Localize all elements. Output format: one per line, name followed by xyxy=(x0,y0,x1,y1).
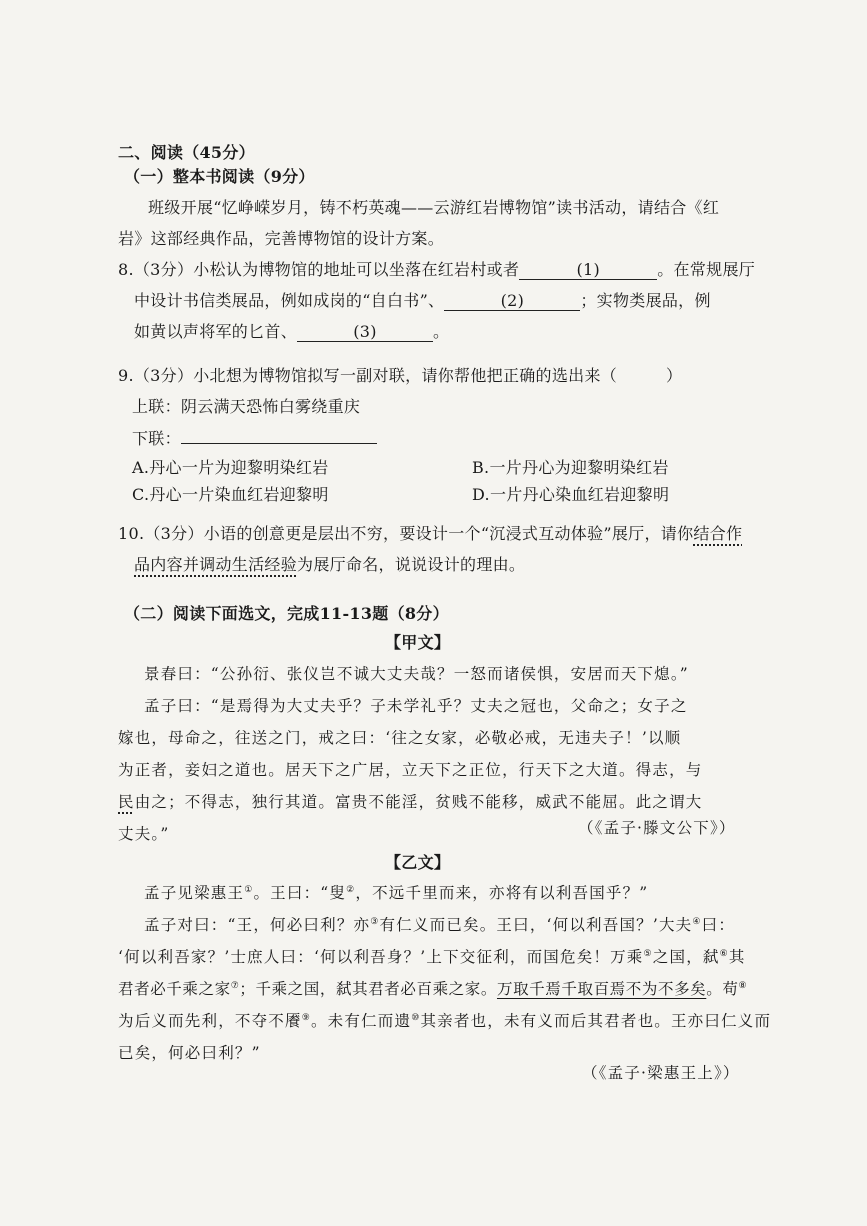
part2-title: （二）阅读下面选文，完成11-13题（8分） xyxy=(124,604,449,623)
q8-blank-1[interactable]: (1) xyxy=(519,261,657,280)
q10-line2-text: 为展厅命名，说说设计的理由。 xyxy=(297,555,526,574)
yi-line1-c: ，不远千里而来，亦将有以利吾国乎？” xyxy=(355,884,649,902)
yi-source: （《孟子·梁惠王上》） xyxy=(582,1064,740,1082)
q9-lower-couplet xyxy=(132,428,377,450)
footnote-mark: ⑤ xyxy=(643,948,653,959)
footnote-mark: ⑧ xyxy=(738,980,748,991)
part1-intro-line1: 班级开展“忆峥嵘岁月，铸不朽英魂——云游红岩博物馆”读书活动，请结合《红 xyxy=(148,198,720,217)
q8-line1-text: 8.（3分）小松认为博物馆的地址可以坐落在红岩村或者 xyxy=(118,260,520,279)
footnote-mark: ① xyxy=(244,884,254,895)
q8-line2-text: 中设计书信类展品，例如成岗的“自白书”、 xyxy=(134,291,445,310)
jia-line6: 丈夫。” xyxy=(118,825,170,843)
q9-option-a[interactable]: A.丹心一片为迎黎明染红岩 xyxy=(132,458,329,477)
yi-line2 xyxy=(144,914,735,936)
footnote-mark: ⑦ xyxy=(230,980,240,991)
q9-lower-blank[interactable] xyxy=(181,443,377,444)
yi-line2-c: 曰： xyxy=(701,916,736,934)
q8-line3-text: 如黄以声将军的匕首、 xyxy=(134,322,298,341)
yi-line3-c: 其 xyxy=(728,948,746,966)
q9-option-d[interactable]: D.一片丹心染血红岩迎黎明 xyxy=(472,485,670,504)
yi-line4-c: 。苟 xyxy=(706,980,739,998)
jia-line4: 为正者，妾妇之道也。居天下之广居，立天下之正位，行天下之大道。得志，与 xyxy=(118,761,703,779)
part1-intro-line2: 岩》这部经典作品，完善博物馆的设计方案。 xyxy=(118,229,445,248)
jia-line5 xyxy=(118,791,703,813)
q10-line1-text: 10.（3分）小语的创意更是层出不穷，要设计一个“沉浸式互动体验”展厅，请你 xyxy=(118,524,694,543)
yi-line3-a: ‘何以利吾家？’士庶人曰：‘何以利吾身？’上下交征利，而国危矣！万乘 xyxy=(118,948,644,966)
jia-line2: 孟子曰：“是焉得为大丈夫乎？子未学礼乎？丈夫之冠也，父命之；女子之 xyxy=(144,697,688,715)
yi-line4-b: ；千乘之国，弑其君者必百乘之家。 xyxy=(239,980,497,998)
q8-line1 xyxy=(118,259,755,281)
q9-upper-couplet: 上联：阴云满天恐怖白雾绕重庆 xyxy=(132,397,361,416)
q10-line1 xyxy=(118,523,742,545)
yi-line5-a: 为后义而先利，不夺不餍 xyxy=(118,1012,302,1030)
jia-heading: 【甲文】 xyxy=(385,633,451,652)
jia-line5-text: 由之；不得志，独行其道。富贵不能淫，贫贱不能移，威武不能屈。此之谓大 xyxy=(134,793,703,811)
footnote-mark: ⑩ xyxy=(411,1012,421,1023)
yi-line1-b: 。王曰：“叟 xyxy=(253,884,347,902)
jia-line5-emphasis: 民 xyxy=(118,793,135,811)
jia-line1: 景春曰：“公孙衍、张仪岂不诚大丈夫哉？一怒而诸侯惧，安居而天下熄。” xyxy=(144,665,689,683)
yi-line5 xyxy=(118,1010,771,1032)
q9-stem: 9.（3分）小北想为博物馆拟写一副对联，请你帮他把正确的选出来（ ） xyxy=(118,366,683,385)
yi-underlined-sentence: 万取千焉千取百焉不为不多矣 xyxy=(496,980,707,998)
footnote-mark: ② xyxy=(346,884,356,895)
q8-line3 xyxy=(134,321,449,343)
q8-line3-tail: 。 xyxy=(433,322,450,341)
jia-source: （《孟子·滕文公下》） xyxy=(578,819,736,837)
q8-line2-tail: ；实物类展品，例 xyxy=(580,291,711,310)
yi-line2-a: 孟子对曰：“王，何必曰利？亦 xyxy=(144,916,371,934)
yi-line5-c: 其亲者也，未有义而后其君者也。王亦曰仁义而 xyxy=(420,1012,772,1030)
yi-line3-b: 之国，弑 xyxy=(652,948,720,966)
section-title: 二、阅读（45分） xyxy=(118,143,255,162)
yi-heading: 【乙文】 xyxy=(385,853,451,872)
yi-line4-a: 君者必千乘之家 xyxy=(118,980,231,998)
jia-line3: 嫁也，母命之，往送之门，戒之曰：‘往之女家，必敬必戒，无违夫子！’以顺 xyxy=(118,729,682,747)
q9-option-c[interactable]: C.丹心一片染血红岩迎黎明 xyxy=(132,485,329,504)
yi-line6: 已矣，何必曰利？” xyxy=(118,1044,261,1062)
q10-line2-emphasis: 品内容并调动生活经验 xyxy=(134,555,298,574)
yi-line2-b: 有仁义而已矣。王曰，‘何以利吾国？’大夫 xyxy=(379,916,693,934)
q10-line1-emphasis: 结合作 xyxy=(693,524,743,543)
yi-line3 xyxy=(118,946,746,968)
footnote-mark: ⑥ xyxy=(719,948,729,959)
footnote-mark: ④ xyxy=(692,916,702,927)
part1-title: （一）整本书阅读（9分） xyxy=(124,167,315,186)
q8-line1-tail: 。在常规展厅 xyxy=(657,260,756,279)
q8-blank-3[interactable]: (3) xyxy=(297,323,433,342)
yi-line4 xyxy=(118,978,747,1000)
q10-line2 xyxy=(134,554,525,576)
q9-lower-label: 下联： xyxy=(132,429,181,448)
footnote-mark: ③ xyxy=(370,916,380,927)
q9-option-b[interactable]: B.一片丹心为迎黎明染红岩 xyxy=(472,458,669,477)
footnote-mark: ⑨ xyxy=(301,1012,311,1023)
q8-blank-2[interactable]: (2) xyxy=(444,292,580,311)
q8-line2 xyxy=(134,290,711,312)
yi-line1-a: 孟子见梁惠王 xyxy=(144,884,245,902)
yi-line5-b: 。未有仁而遗 xyxy=(310,1012,412,1030)
yi-line1 xyxy=(144,882,648,904)
